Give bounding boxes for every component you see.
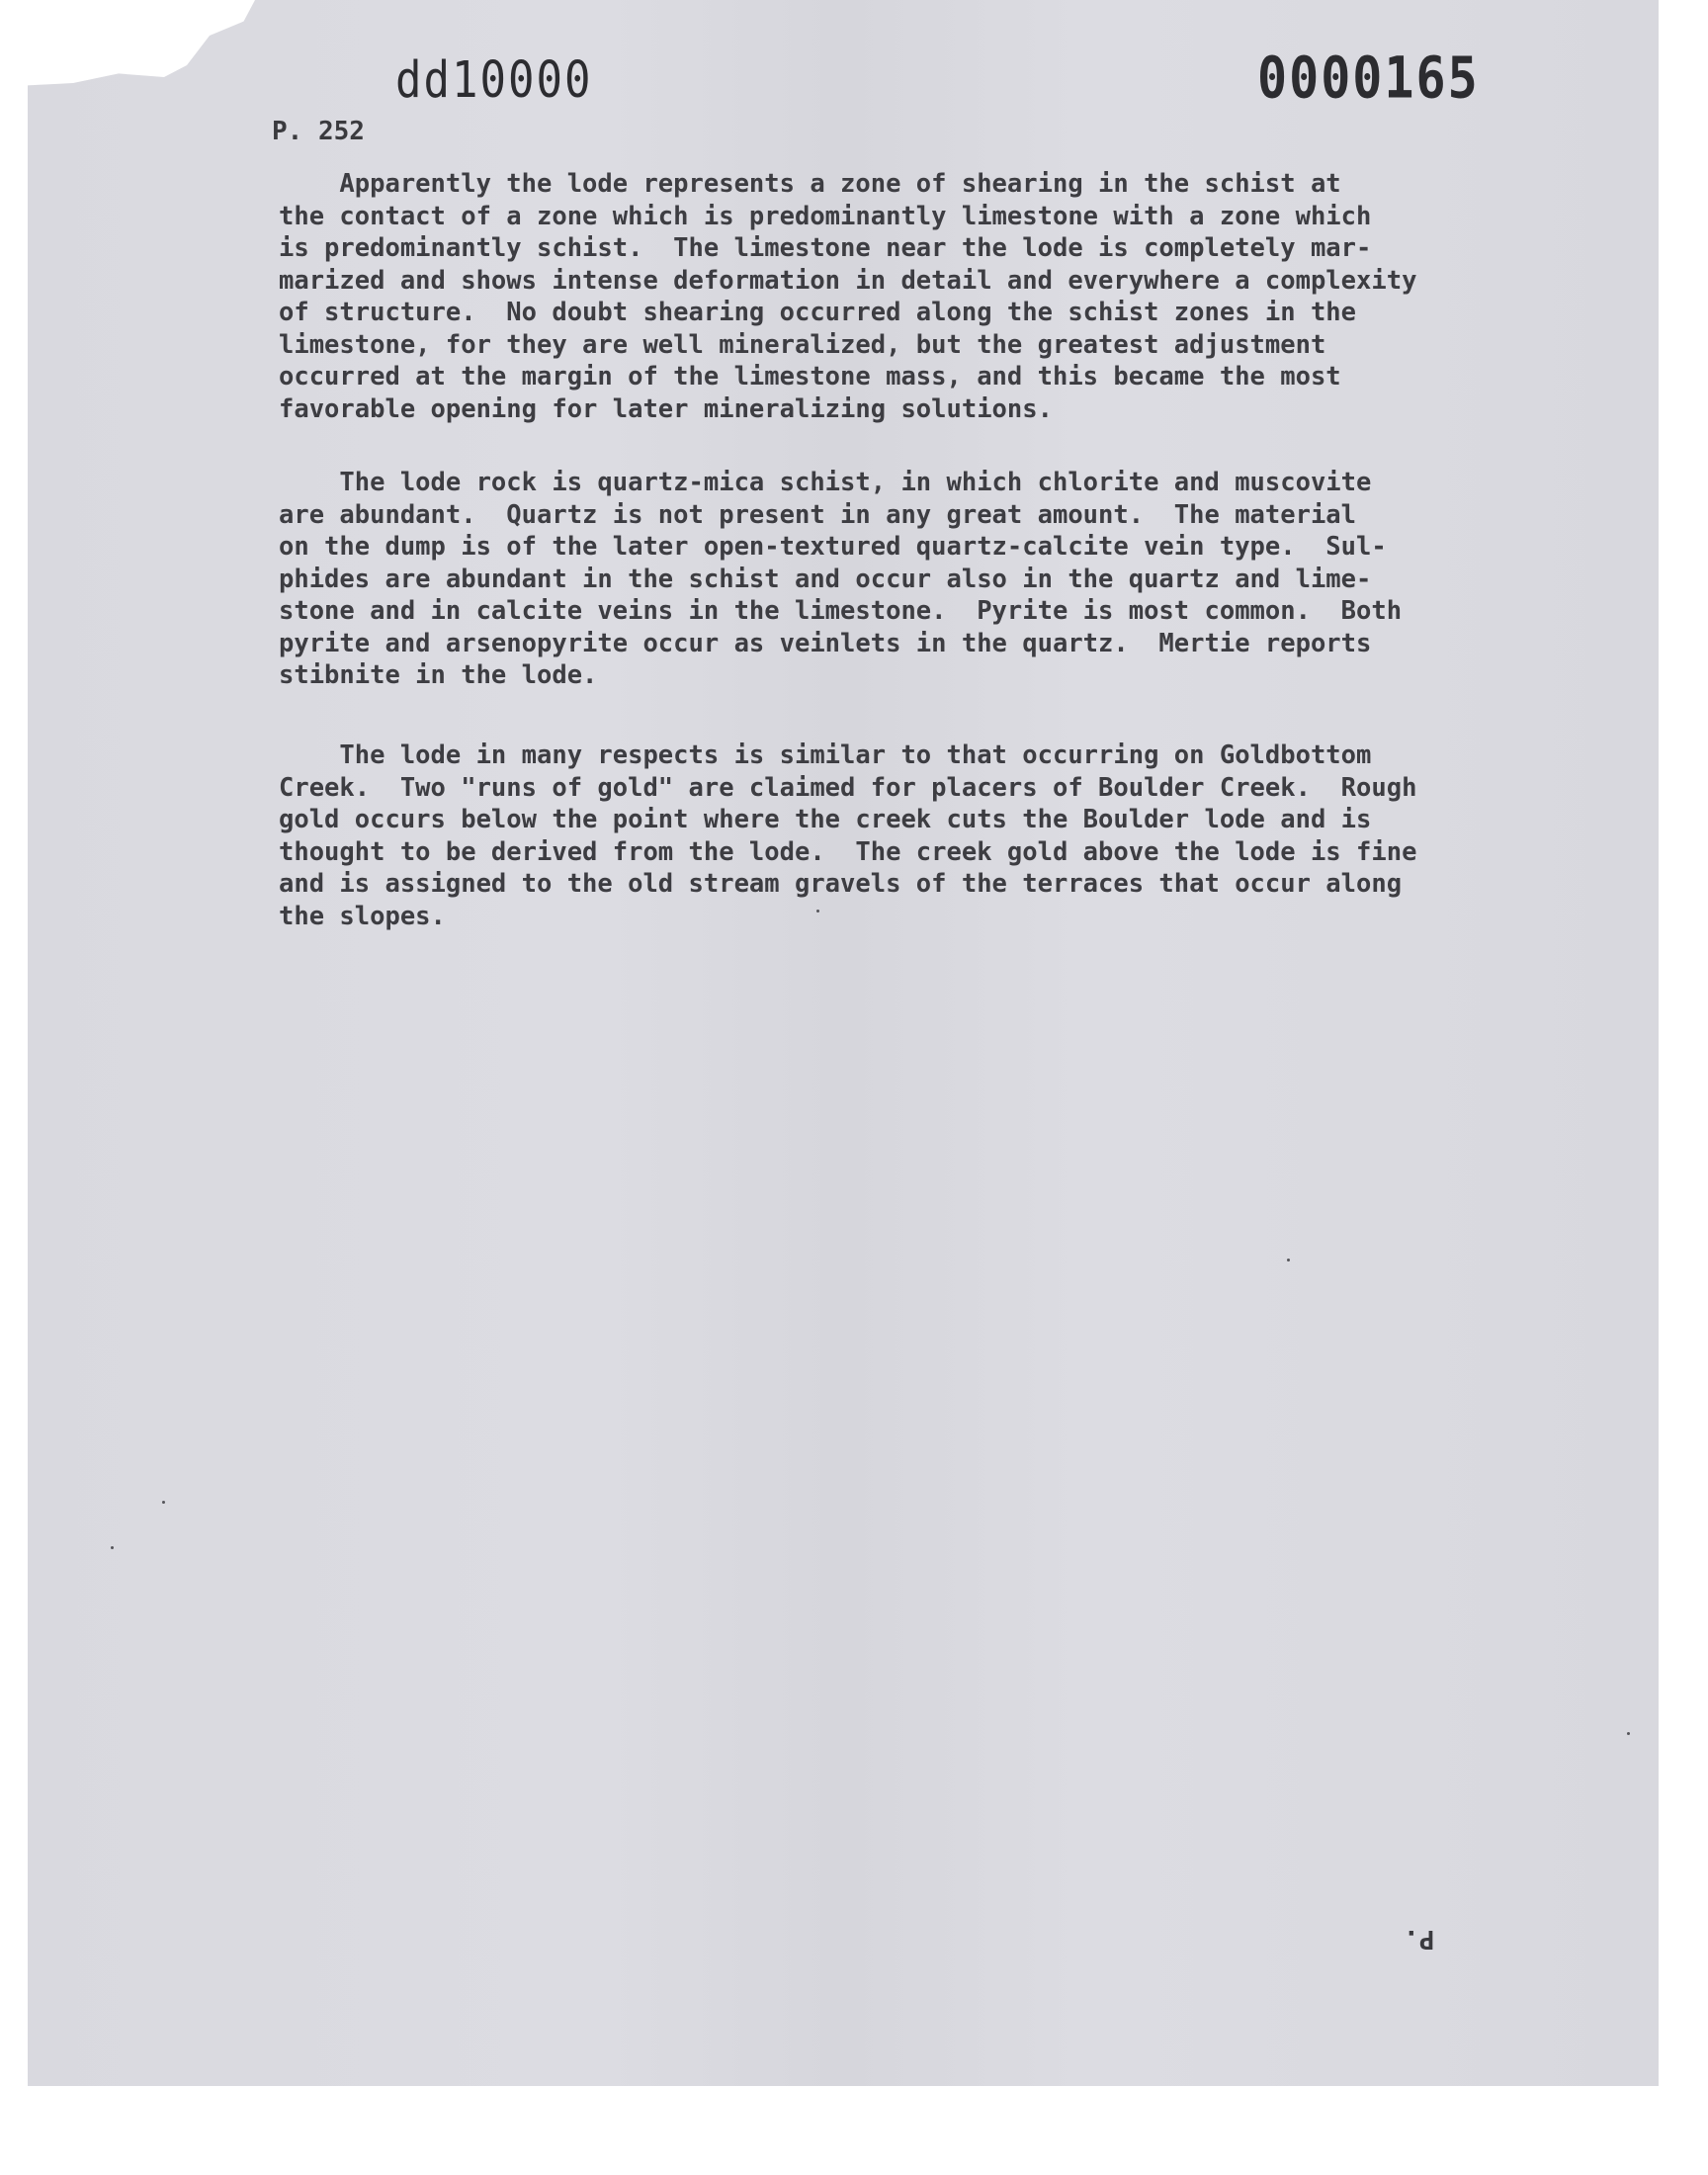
speck bbox=[816, 910, 819, 913]
paragraph-3: The lode in many respects is similar to that occurring on Goldbottom Creek. Two "runs of gold" are claimed for placers of Boulder Creek. Rough gold occurs below the point where the creek cuts the Boulder lode and is thought to be derived from the lode. The creek gold above the lode is fine and is assigned to the old stream gravels of the terraces that occur along the slopes. bbox=[279, 740, 1417, 931]
paragraph-1: Apparently the lode represents a zone of shearing in the schist at the contact of a zone which is predominantly limestone with a zone which is predominantly schist. The limestone near the lode is completely mar- marized and shows intense deformation in detail and everywhere a complexity of structure. No doubt shearing occurred along the schist zones in the limestone, for they are well mineralized, but the greatest adjustment occurred at the margin of the limestone mass, and this became the most favorable opening for later mineralizing solutions. bbox=[279, 169, 1417, 424]
speck bbox=[111, 1546, 114, 1549]
footer-mark: P. bbox=[1404, 1924, 1435, 1954]
document-stamp-left: dd10000 bbox=[395, 51, 593, 110]
speck bbox=[1287, 1259, 1290, 1262]
speck bbox=[162, 1501, 165, 1504]
speck bbox=[1627, 1732, 1630, 1735]
paragraph-2: The lode rock is quartz-mica schist, in which chlorite and muscovite are abundant. Quartz is not present in any great amount. The material on the dump is of the later open-textured quartz-calcite vein type. Sul- phides are abundant in the schist and occur also in the quartz and lime- stone and in calcite veins in the limestone. Pyrite is most common. Both pyrite and arsenopyrite occur as veinlets in the quartz. Mertie reports stibnite in the lode. bbox=[279, 468, 1403, 690]
page-reference: P. 252 bbox=[272, 117, 365, 146]
document-stamp-right: 0000165 bbox=[1257, 44, 1480, 112]
